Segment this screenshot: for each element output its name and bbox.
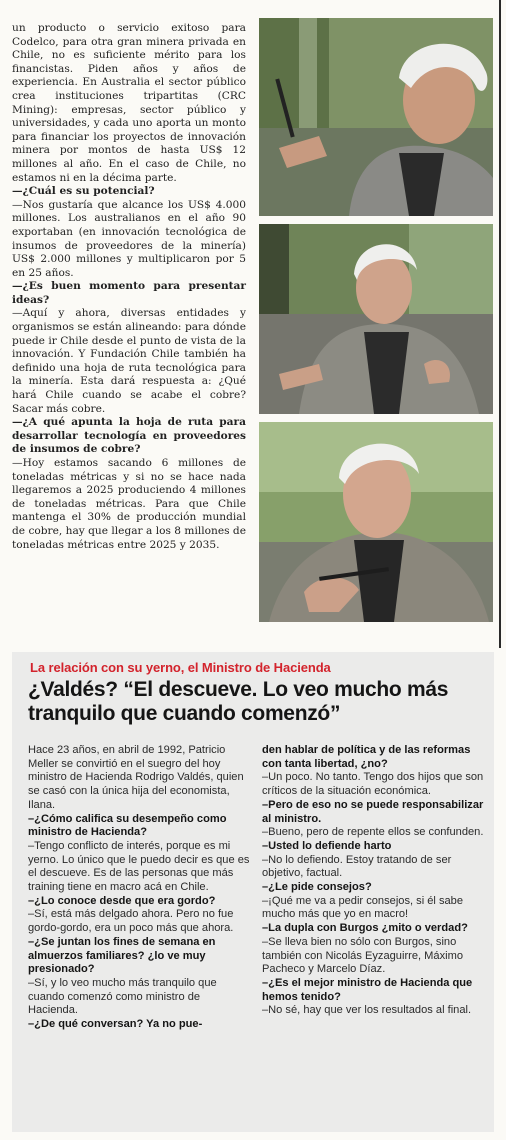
article-paragraph: un producto o servicio exitoso para Codelco, para otra gran minera privada en Chile, no es suficiente mérito para los financistas. Piden años y años de experiencia. En Australia el sector público crea instituciones tripartitas (CRC Mining): empresas, sector público y universidades, y cada uno aporta un monto para financiar los proyectos de innovación minera por montos de hasta US$ 12 millones al año. En el caso de Chile, no estamos ni en la décima parte. bbox=[12, 22, 246, 184]
sidebar-question: –¿Le pide consejos? bbox=[262, 881, 372, 894]
article-paragraph: —Nos gustaría que alcance los US$ 4.000 millones. Los australianos en el año 90 exportaban (en innovación tecnológica de insumos de proveedores de la minería) US$ 2.000 millones y multiplicaron por 5 en 25 años. bbox=[12, 198, 246, 279]
interview-photo-1 bbox=[259, 18, 493, 216]
sidebar-question: –Usted lo defiende harto bbox=[262, 839, 392, 852]
sidebar-question: –La dupla con Burgos ¿mito o verdad? bbox=[262, 922, 468, 935]
interview-photo-3 bbox=[259, 422, 493, 622]
sidebar-box bbox=[12, 652, 494, 1132]
sidebar-question: den hablar de política y de las reformas con tanta libertad, ¿no? bbox=[262, 744, 471, 770]
sidebar-paragraph: –Bueno, pero de repente ellos se confunden. bbox=[262, 826, 484, 839]
sidebar-headline: ¿Valdés? “El descueve. Lo veo mucho más tranquilo que cuando comenzó” bbox=[28, 678, 449, 725]
sidebar-paragraph: –Sí, está más delgado ahora. Pero no fue gordo-gordo, era un poco más que ahora. bbox=[28, 908, 234, 935]
sidebar-paragraph: –Un poco. No tanto. Tengo dos hijos que son críticos de la situación económica. bbox=[262, 771, 484, 798]
sidebar-right-column bbox=[262, 744, 486, 1018]
article-question: —¿A qué apunta la hoja de ruta para desarrollar tecnología en proveedores de insumos de cobre? bbox=[12, 416, 246, 456]
sidebar-question: –¿De qué conversan? Ya no pue- bbox=[28, 1018, 203, 1031]
sidebar-paragraph: –No sé, hay que ver los resultados al final. bbox=[262, 1004, 472, 1017]
sidebar-question: –Pero de eso no se puede responsabilizar al ministro. bbox=[262, 798, 484, 825]
sidebar-paragraph: –¡Qué me va a pedir consejos, si él sabe mucho más que yo en macro! bbox=[262, 894, 464, 921]
sidebar-question: –¿Lo conoce desde que era gordo? bbox=[28, 894, 216, 907]
sidebar-paragraph: –Se lleva bien no sólo con Burgos, sino también con Nicolás Eyzaguirre, Máximo Pacheco y Marcelo Díaz. bbox=[262, 935, 463, 976]
article-body-column bbox=[12, 22, 246, 552]
sidebar-kicker: La relación con su yerno, el Ministro de Hacienda bbox=[30, 660, 331, 675]
column-rule bbox=[499, 0, 501, 648]
sidebar-left-column bbox=[28, 744, 252, 1032]
sidebar-paragraph: –No lo defiendo. Estoy tratando de ser objetivo, factual. bbox=[262, 853, 452, 880]
sidebar-paragraph: –Tengo conflicto de interés, porque es mi yerno. Lo único que le puedo decir es que es el descueve. Es de las personas que más training tiene en macro acá en Chile. bbox=[28, 839, 250, 894]
sidebar-question: –¿Cómo califica su desempeño como ministro de Hacienda? bbox=[28, 812, 227, 839]
article-question: —¿Cuál es su potencial? bbox=[12, 185, 155, 198]
article-question: —¿Es buen momento para presentar ideas? bbox=[12, 280, 246, 306]
article-paragraph: —Aquí y ahora, diversas entidades y organismos se están alineando: para dónde puede ir Chile desde el punto de vista de la innovación. Y Fundación Chile también ha definido una hoja de ruta tecnológica para la minería. Esta dará respuesta a: ¿Qué hará Chile cuando se acabe el cobre? Sacar más cobre. bbox=[12, 307, 246, 415]
sidebar-paragraph: Hace 23 años, en abril de 1992, Patricio Meller se convirtió en el suegro del hoy ministro de Hacienda Rodrigo Valdés, quien se casó con la única hija del economista, Ilana. bbox=[28, 744, 244, 811]
sidebar-paragraph: –Sí, y lo veo mucho más tranquilo que cuando comenzó como ministro de Hacienda. bbox=[28, 976, 217, 1017]
sidebar-question: –¿Es el mejor ministro de Hacienda que hemos tenido? bbox=[262, 976, 473, 1003]
sidebar-question: –¿Se juntan los fines de semana en almuerzos familiares? ¿lo ve muy presionado? bbox=[28, 935, 216, 976]
article-paragraph: —Hoy estamos sacando 6 millones de toneladas métricas y si no se hace nada llegaremos a 2025 produciendo 4 millones de toneladas métricas. Para que Chile mantenga el 30% de producción mundial de cobre, hay que llegar a los 8 millones de toneladas métricas entre 2025 y 2035. bbox=[12, 457, 246, 551]
interview-photo-2 bbox=[259, 224, 493, 414]
